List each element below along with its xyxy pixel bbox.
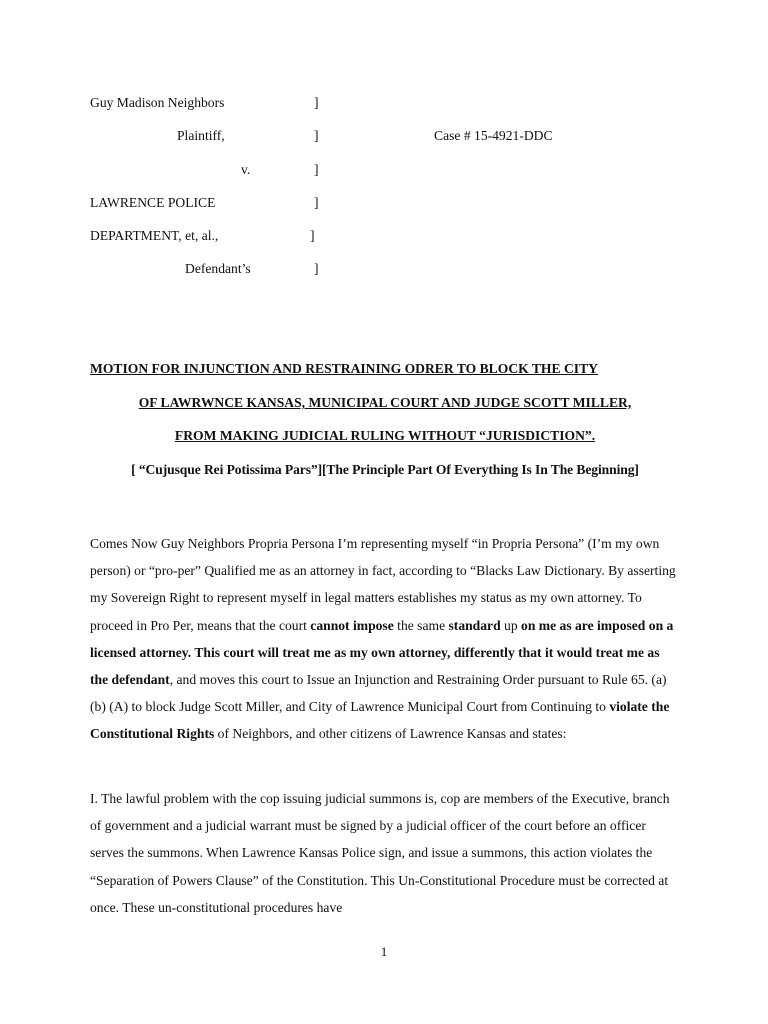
emphasis-text: violate the Constitutional Rights — [90, 699, 670, 742]
defendant-line-2: DEPARTMENT, et, al., — [90, 228, 219, 243]
case-number: Case # 15-4921-DDC — [434, 128, 553, 143]
body-paragraph-1 — [90, 530, 680, 748]
plaintiff-role: Plaintiff, — [177, 128, 225, 143]
versus-label: v. — [241, 162, 251, 177]
body-paragraph-2: I. The lawful problem with the cop issuing judicial summons is, cop are members of the Executive, branch of government and a judicial warrant must be signed by a judicial officer of the court before an officer serves the summons. When Lawrence Kansas Police sign, and issue a summons, this action violates the “Separation of Powers Clause” of the Constitution. This Un-Constitutional Procedure must be corrected at once. These un-constitutional procedures have — [90, 791, 670, 915]
emphasis-text: on me as are imposed on a licensed attorney. This court will treat me as my own attorney, differently that it would treat me as the defendant — [90, 617, 674, 688]
paragraph-text: the same — [393, 617, 449, 633]
title-line-3: FROM MAKING JUDICIAL RULING WITHOUT “JURISDICTION”. — [174, 428, 596, 443]
caption-bracket: ] — [314, 162, 319, 177]
title-line-2: OF LAWRWNCE KANSAS, MUNICIPAL COURT AND JUDGE SCOTT MILLER, — [138, 395, 632, 410]
caption-bracket: ] — [314, 128, 319, 143]
defendant-line-1: LAWRENCE POLICE — [90, 195, 216, 210]
latin-maxim: [ “Cujusque Rei Potissima Pars”][The Principle Part Of Everything Is In The Beginning] — [131, 462, 639, 477]
page-number: 1 — [380, 944, 388, 959]
emphasis-text: cannot impose — [310, 617, 394, 633]
caption-bracket: ] — [314, 195, 319, 210]
caption-bracket: ] — [314, 95, 319, 110]
caption-bracket: ] — [310, 228, 315, 243]
paragraph-text: of Neighbors, and other citizens of Lawrence Kansas and states: — [214, 726, 567, 742]
paragraph-text: up — [500, 617, 522, 633]
title-line-1: MOTION FOR INJUNCTION AND RESTRAINING ODRER TO BLOCK THE CITY — [90, 361, 598, 376]
caption-bracket: ] — [314, 261, 319, 276]
defendant-role: Defendant’s — [185, 261, 251, 276]
plaintiff-name: Guy Madison Neighbors — [90, 95, 225, 110]
paragraph-text: , and moves this court to Issue an Injunction and Restraining Order pursuant to Rule 65. (a) (b) (A) to block Judge Scott Miller, and City of Lawrence Municipal Court from Continuing to — [90, 672, 667, 715]
emphasis-text: standard — [448, 617, 501, 633]
paragraph-text: Comes Now Guy Neighbors Propria Persona I’m representing myself “in Propria Persona” (I’m my own person) or “pro-per” Qualified me as an attorney in fact, according to “Blacks Law Dictionary. By asserting my Sovereign Right to represent myself in legal matters establishes my status as my own attorney. To proceed in Pro Per, means that the court — [90, 536, 676, 633]
